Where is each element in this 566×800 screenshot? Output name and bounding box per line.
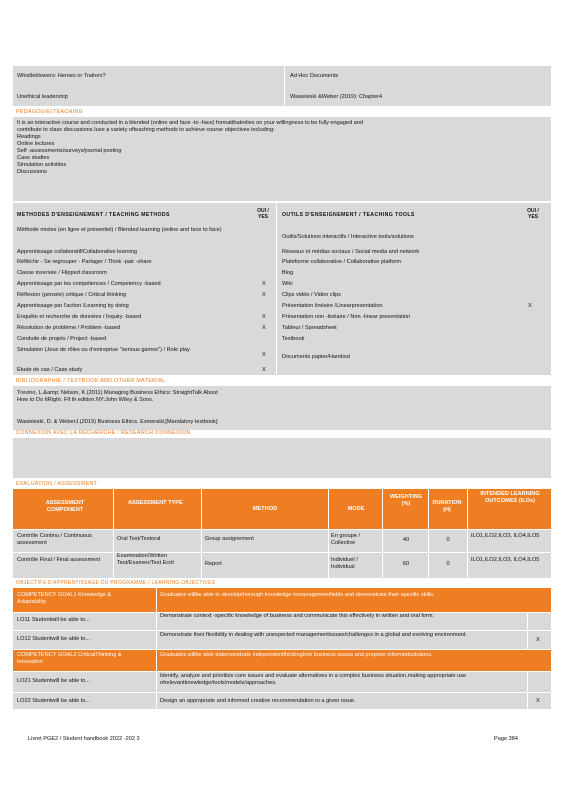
divider (527, 693, 528, 709)
objective-description: Demonstrate their flexibility in dealing with unexpected managementissues/challenges in a global and evolving environment. (160, 632, 467, 638)
course-title: Whistleblowers: Heroes or Traitors? (17, 73, 106, 79)
col-header: METHOD (252, 506, 278, 512)
divider (328, 489, 329, 529)
objectives-heading: OBJECTIFS D'APPRENTISSAGE DU PROGRAMME / LEARNING OBJECTIVES (16, 580, 216, 586)
method-mark: X (262, 325, 266, 331)
divider (156, 693, 157, 709)
pedagogy-intro: It is an interactive course and conducted in a blended (online and face -to -face) formatthatrelies on your willingness to be fully engaged and (17, 120, 364, 126)
table-cell: Contrôle Continu / Continuous assessment (17, 533, 92, 546)
divider (156, 588, 157, 612)
col-header: MODE (347, 506, 365, 512)
col-header: DURATION (H) (432, 500, 462, 513)
col-header: WEIGHTING (%) (389, 494, 423, 507)
tool-item: Documents papier/Handout (282, 354, 351, 360)
divider (467, 489, 468, 529)
divider (113, 489, 114, 529)
competency-goal-description: Graduates willbe able to developthorough knowledge inmanagementfields and demonstrate their specific skills. (160, 592, 435, 598)
table-cell: 0 (446, 537, 450, 543)
footer-handbook: Livret PGE2 / Student handbook 2022 -202 3 (28, 736, 140, 742)
table-cell: ILO1,ILO2,ILO3, ILO4,ILO5 (471, 557, 540, 563)
divider (201, 530, 202, 578)
bibliography-entry: Wasieleski, D. & WeberJ.(2019) Business Ethics. Esmerald.[Mandatory textbook] (17, 419, 218, 425)
objective-code: LO21 Studentwill be able to... (17, 678, 91, 684)
method-item: Conduite de projets / Project -based (17, 336, 107, 342)
tool-item: Présentation non -linéaire / Non -linear presentation (282, 314, 411, 320)
tool-item: Réseaux et médias sociaux / Social media and network (282, 249, 420, 255)
method-item: Méthode mixtes (en ligne et présentiel) / Blended learning (online and face to face) (17, 227, 222, 233)
competency-goal-label: COMPETENCY GOAL2 CriticalThinking & Innovation (17, 652, 122, 665)
tool-item: Wiki (282, 281, 293, 287)
competency-goal-label: COMPETENCY GOAL1 Knowledge & Adaptability (17, 592, 112, 605)
divider (284, 66, 285, 106)
table-cell: ILO1,ILO2,ILO3, ILO4,ILO5 (471, 533, 540, 539)
divider (527, 672, 528, 692)
divider (382, 530, 383, 578)
divider (328, 530, 329, 578)
col-header: ASSESSMENT COMPONENT (45, 500, 85, 513)
method-mark: X (262, 292, 266, 298)
objective-description: Demonstrate context -specific knowledge of business and communicate this effectively in written and oral form. (160, 613, 435, 619)
divider (527, 631, 528, 649)
method-mark: X (262, 281, 266, 287)
pedagogy-intro: contribute to class discussions.Iuse a variety ofteaching methods to achieve course objectives including: (17, 127, 275, 133)
methods-heading: METHODES D'ENSEIGNEMENT / TEACHING METHODS (17, 212, 170, 218)
divider (527, 613, 528, 630)
objective-code: LO12 Studentwill be able to... (17, 636, 91, 642)
method-item: Réfléchir - Se regrouper - Partager / Think -pair -share (17, 259, 152, 265)
table-cell: Examination/Written Test/Examen/Test Ecrit (117, 553, 174, 566)
divider (156, 650, 157, 671)
divider (156, 672, 157, 692)
bibliography-entry: How to Do ItRight. Fif th edition.NY:John Wiley & Sons. (17, 397, 154, 403)
pedagogy-heading: PEDAGOGIE/TEACHING (16, 109, 84, 115)
table-cell: Individuel / Individual (331, 557, 358, 570)
table-cell: Oral Test/Testoral (117, 536, 161, 542)
course-header (13, 66, 551, 106)
pedagogy-list-item: Simulation activities (17, 162, 67, 168)
method-mark: X (262, 314, 266, 320)
table-cell: Report (205, 561, 222, 567)
pedagogy-list-item: Readings (17, 134, 41, 140)
method-item: Etude de cas / Case study (17, 367, 83, 373)
objective-code: LO11 Studentwill be able to... (17, 617, 90, 623)
method-item: Apprentissage collaboratif/Collaborative learning (17, 249, 138, 255)
objective-code: LO22 Studentwill be able to... (17, 698, 91, 704)
tool-item: Textbook (282, 336, 305, 342)
table-cell: Contrôle Final / Final assessment (17, 557, 101, 563)
table-cell: 40 (402, 537, 410, 543)
tool-item: Clips vidéo / Video clips (282, 292, 341, 298)
method-mark: X (262, 367, 266, 373)
divider (13, 552, 551, 553)
method-item: Résolution de problème / Problem -based (17, 325, 121, 331)
research-heading: CONNEXION AVEC LA RECHERCHE / RESEARCH CONNEXION (16, 430, 191, 436)
objective-mark: X (536, 637, 540, 643)
method-item: Enquête et recherche de données / Inquiry -based (17, 314, 142, 320)
research-panel (13, 438, 551, 478)
method-item: Simulation (Jeux de rôles ou d'entreprise "serious games") / Role play (17, 347, 190, 353)
tool-item: Outils/Solutions interactifs / Interactive tools/solutions (282, 234, 414, 240)
col-header: INTENDED LEARNING OUTCOMES (ILOs) (480, 491, 540, 504)
method-item: Apprentissage par les compétences / Competency -based (17, 281, 161, 287)
objective-description: Design an appropriate and informed creative recommendation to a given issue. (160, 698, 356, 704)
evaluation-heading: EVALUATION / ASSESSMENT (16, 481, 98, 487)
tool-item: Tableur / Spreadsheet (282, 325, 337, 331)
table-cell: 0 (446, 561, 450, 567)
method-item: Apprentissage par l'action /Learning by doing (17, 303, 129, 309)
table-cell: En groupe / Collective (331, 533, 360, 546)
tool-mark: X (528, 303, 532, 309)
course-subtitle: Unethical leadership (17, 94, 68, 100)
divider (467, 530, 468, 578)
objective-mark: X (536, 698, 540, 704)
col-header: ASSESSMENT TYPE (128, 500, 183, 506)
tool-item: Présentation linéaire /Linearpresentation (282, 303, 383, 309)
divider (201, 489, 202, 529)
competency-goal-description: Graduates willbe able todemonstrate independentthinkingInto business issues and propose informedsolutions. (160, 652, 433, 658)
pedagogy-list-item: Discussions (17, 169, 47, 175)
tools-yes-label: OUI / YES (527, 208, 539, 221)
divider (428, 489, 429, 529)
divider (276, 203, 277, 375)
objective-description: Identify, analyze and prioritize core issues and evaluate alternatives in a complex business situation,making appropriate use ofrelevantknowledge/tools/models/approaches. (160, 673, 467, 686)
method-mark: X (262, 352, 266, 358)
divider (113, 530, 114, 578)
divider (382, 489, 383, 529)
reading-reference: Wasieleski &Weber (2019): Chapter4 (290, 94, 383, 100)
divider (156, 613, 157, 630)
tools-heading: OUTILS D'ENSEIGNEMENT / TEACHING TOOLS (282, 212, 415, 218)
footer-page-number: Page 384 (494, 736, 518, 742)
methods-yes-label: OUI / YES (257, 208, 269, 221)
table-cell: 60 (402, 561, 410, 567)
divider (156, 631, 157, 649)
tool-item: Blog (282, 270, 294, 276)
pedagogy-list-item: Online lectures (17, 141, 55, 147)
pedagogy-list-item: Case studies (17, 155, 50, 161)
ad-hoc-documents: Ad Hoc Documents (290, 73, 339, 79)
table-cell: Group assignement (205, 536, 254, 542)
tool-item: Plateforme collaborative / Collaborative platform (282, 259, 402, 265)
method-item: Réflexion (pensée) critique / Critical thinking (17, 292, 127, 298)
bibliography-heading: BIBLIOGRAPHIE / TEXTBOOK AND OTHER MATERIAL (16, 378, 166, 384)
pedagogy-list-item: Self -assessments/surveys/journal posting (17, 148, 122, 154)
bibliography-entry: Trevino, L.&amp; Nelson, K.(2011) Managing Business Ethics: StraightTalk About (17, 390, 218, 396)
method-item: Classe inversée / Flipped classroom (17, 270, 107, 276)
